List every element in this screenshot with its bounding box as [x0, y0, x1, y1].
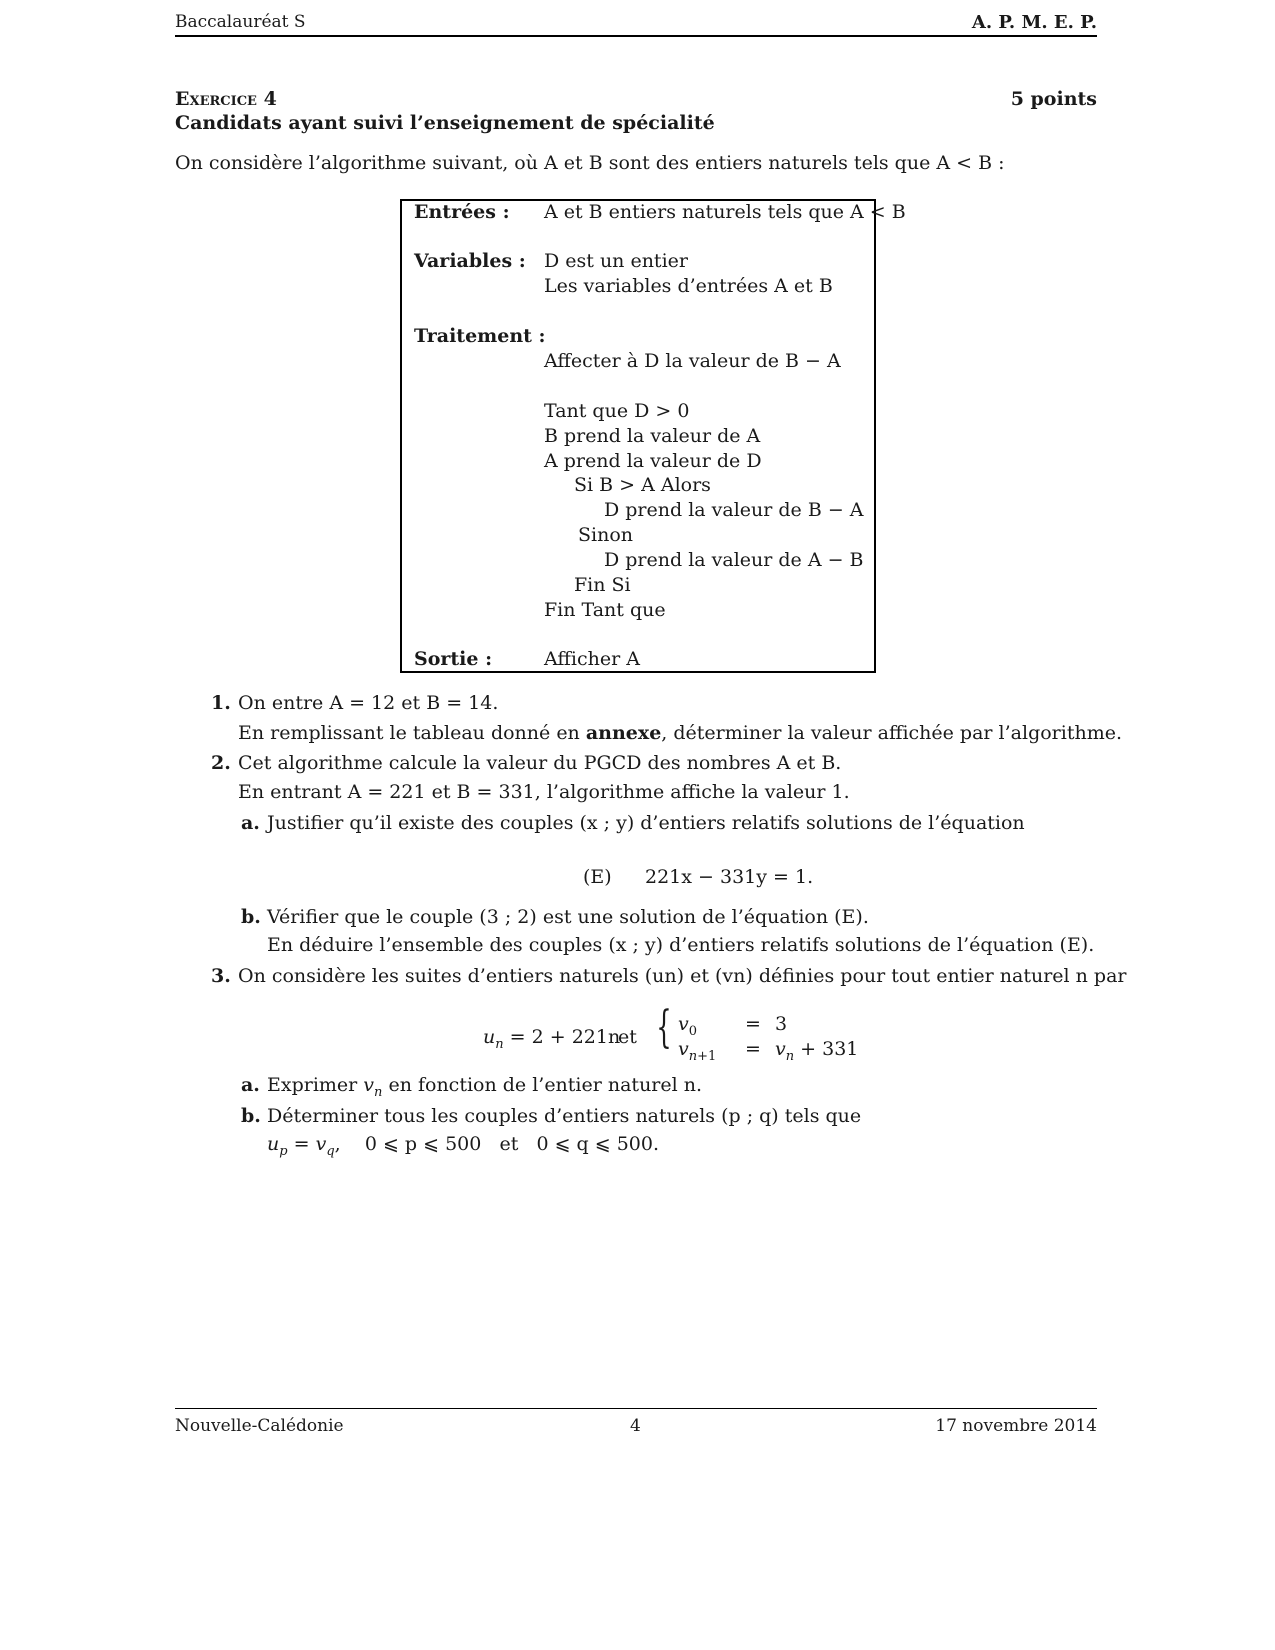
q2-number: 2.: [211, 752, 231, 774]
brace-symbol: {: [656, 1002, 672, 1053]
q2b-line1: Vérifier que le couple (3 ; 2) est une solution de l’équation (E).: [267, 906, 869, 928]
vn1-term: $v_{n+1}$: [678, 1038, 717, 1064]
alg-line: D prend la valeur de B − A: [604, 499, 864, 521]
v0-equals: =: [745, 1013, 761, 1035]
v0-term: $v_0$: [678, 1013, 698, 1039]
q2b-label: b.: [241, 906, 261, 928]
equation-label: (E): [583, 866, 612, 888]
exercise-intro: On considère l’algorithme suivant, où A et B sont des entiers naturels tels que A < B :: [175, 152, 1005, 174]
header-right: A. P. M. E. P.: [971, 12, 1097, 33]
variables-line1: D est un entier: [544, 250, 688, 272]
alg-line: A prend la valeur de D: [544, 450, 762, 472]
q3-line1: On considère les suites d’entiers naturels (un) et (vn) définies pour tout entier naturel n par: [238, 965, 1127, 987]
q3-number: 3.: [211, 965, 231, 987]
q2-line1: Cet algorithme calcule la valeur du PGCD des nombres A et B.: [238, 752, 842, 774]
exercise-subtitle: Candidats ayant suivi l’enseignement de spécialité: [175, 112, 715, 134]
q1-line1: On entre A = 12 et B = 14.: [238, 692, 499, 714]
and-word: et: [618, 1026, 637, 1048]
header-rule: [175, 35, 1097, 37]
processing-label: Traitement :: [414, 325, 546, 347]
q3b-condition: $u_p = v_q$, 0 ⩽ p ⩽ 500 et 0 ⩽ q ⩽ 500.: [267, 1133, 660, 1159]
u-definition: $u_n = 2 + 221n$: [483, 1026, 621, 1052]
exercise-points: 5 points: [1010, 88, 1097, 110]
v0-value: 3: [775, 1013, 788, 1035]
alg-line: Sinon: [578, 524, 634, 546]
vn1-value: $v_n + 331$: [775, 1038, 859, 1064]
alg-line: Si B > A Alors: [574, 474, 711, 496]
page-number: 4: [630, 1416, 641, 1436]
inputs-label: Entrées :: [414, 201, 510, 223]
alg-line: Tant que D > 0: [544, 400, 690, 422]
footer-right: 17 novembre 2014: [935, 1416, 1097, 1436]
footer-rule: [175, 1408, 1097, 1409]
page: [175, 0, 1127, 1650]
header-left: Baccalauréat S: [175, 12, 306, 32]
alg-line: Fin Si: [574, 574, 631, 596]
q2a-text: Justifier qu’il existe des couples (x ; y) d’entiers relatifs solutions de l’équation: [267, 812, 1025, 834]
vn1-equals: =: [745, 1038, 761, 1060]
equation: 221x − 331y = 1.: [645, 866, 814, 888]
q3b-label: b.: [241, 1105, 261, 1127]
variables-label: Variables :: [414, 250, 526, 272]
inputs-text: A et B entiers naturels tels que A < B: [544, 201, 906, 223]
footer-left: Nouvelle-Calédonie: [175, 1416, 344, 1436]
q3a-text: Exprimer $v_n$ en fonction de l’entier naturel n.: [267, 1074, 703, 1100]
q3a-label: a.: [241, 1074, 260, 1096]
exercise-title: Exercice 4: [175, 88, 277, 110]
q2b-line2: En déduire l’ensemble des couples (x ; y) d’entiers relatifs solutions de l’équation (E).: [267, 934, 1095, 956]
alg-line: B prend la valeur de A: [544, 425, 761, 447]
alg-line: D prend la valeur de A − B: [604, 549, 864, 571]
q2a-label: a.: [241, 812, 260, 834]
output-text: Afficher A: [544, 648, 640, 670]
algorithm-box: [400, 199, 906, 673]
output-label: Sortie :: [414, 648, 493, 670]
q1-line2: En remplissant le tableau donné en annexe, déterminer la valeur affichée par l’algorithme.: [238, 722, 1123, 744]
q1-number: 1.: [211, 692, 231, 714]
alg-line: Affecter à D la valeur de B − A: [544, 350, 841, 372]
variables-line2: Les variables d’entrées A et B: [544, 275, 833, 297]
alg-line: Fin Tant que: [544, 599, 666, 621]
q2-line2: En entrant A = 221 et B = 331, l’algorithme affiche la valeur 1.: [238, 781, 850, 803]
q3b-line1: Déterminer tous les couples d’entiers naturels (p ; q) tels que: [267, 1105, 862, 1127]
